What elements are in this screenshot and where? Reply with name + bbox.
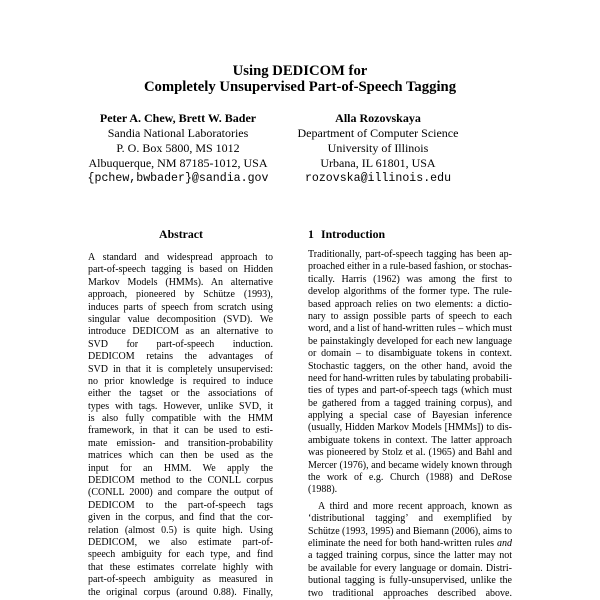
paper-title <box>0 63 600 95</box>
intro-line: Traditionally, part-of-speech tagging has been ap- <box>308 249 512 260</box>
abstract-body <box>88 252 273 599</box>
author-affiliation-line: Sandia National Laboratories <box>107 125 249 140</box>
author-block-illinois <box>268 111 488 186</box>
abstract-line: A standard and widespread approach to <box>88 252 273 263</box>
paper-title-line-1: Using DEDICOM for <box>232 63 368 79</box>
author-affiliation-line: Urbana, IL 61801, USA <box>320 155 436 170</box>
abstract-line: either the tagset or the associations of <box>88 388 273 400</box>
abstract-line: (CONLL 2000) and compare the output of <box>88 487 273 499</box>
intro-line: be gathered from a tagged training corpus), and <box>308 397 512 409</box>
intro-line: proached either in a rule-based fashion, or stochas- <box>308 261 512 273</box>
abstract-line: framework, in that it can be used to esti- <box>88 425 273 437</box>
intro-line: be painstakingly developed for each new language <box>308 335 512 347</box>
abstract-line: approach, pioneered by Schütze (1993), <box>88 289 273 301</box>
intro-line-emphasis: and <box>497 537 513 549</box>
intro-line: (usually, Hidden Markov Models [HMMs]) to dis- <box>308 422 512 434</box>
intro-line: was pioneered by Stolz et al. (1965) and Bahl and <box>308 447 512 459</box>
intro-line: be available for every language or domain. Distri- <box>308 562 512 574</box>
intro-line: or domain – to disambiguate tokens in context. <box>308 348 512 360</box>
abstract-line: part-of-speech tagging is based on Hidden <box>88 264 273 276</box>
abstract-line: speech ambiguity for each type, and find <box>88 549 273 561</box>
abstract-line: input for an HMM. We apply the <box>88 462 273 474</box>
abstract-line: mate emission- and transition-probability <box>88 437 273 449</box>
intro-line: A third and more recent approach, known as <box>318 500 512 512</box>
author-affiliation-line: Albuquerque, NM 87185-1012, USA <box>88 155 268 170</box>
abstract-line: relation (almost 0.5) is quite high. Using <box>88 524 273 536</box>
intro-line: (1988). <box>308 484 338 496</box>
abstract-line: DEDICOM method to the CONLL corpus <box>88 475 273 487</box>
abstract-line: DEDICOM, we also estimate part-of- <box>88 536 273 548</box>
intro-paragraph <box>308 501 512 600</box>
section-number: 1 <box>308 227 314 241</box>
intro-line: based approach relies on two elements: a dictio- <box>308 298 512 310</box>
intro-line: ‘distributional tagging’ and exemplified by <box>308 513 512 525</box>
abstract-line: induces parts of speech from scratch using <box>88 301 273 313</box>
intro-line: Mercer (1976), and became widely known through <box>308 459 512 471</box>
abstract-line: DEDICOM to the part-of-speech tags <box>88 499 273 511</box>
abstract-line: SVD for part-of-speech induction. <box>88 338 273 350</box>
intro-line <box>308 538 512 550</box>
abstract-line: introduce DEDICOM as an alternative to <box>88 326 273 338</box>
abstract-line: given in the corpus, and find that the cor- <box>88 512 273 524</box>
abstract-line: the original corpus (around 0.88). Finally, <box>88 586 273 598</box>
introduction-body <box>308 249 512 600</box>
author-email: {pchew,bwbader}@sandia.gov <box>87 171 269 185</box>
author-block-sandia <box>68 111 288 186</box>
intro-paragraph <box>308 249 512 497</box>
intro-line: a tagged training corpus, since the latter may not <box>308 550 512 562</box>
intro-line: tically. Harris (1962) was among the first to <box>308 273 512 285</box>
abstract-line: types with tags. However, unlike SVD, it <box>88 400 273 412</box>
author-affiliation-line: P. O. Box 5800, MS 1012 <box>116 140 240 155</box>
author-affiliation-line: Department of Computer Science <box>297 125 459 140</box>
section-title: Introduction <box>321 227 386 241</box>
abstract-line: that these estimates correlate highly with <box>88 561 273 573</box>
abstract-line: no prior knowledge is required to induce <box>88 375 273 387</box>
intro-line: ties of types and part-of-speech tags (which must <box>308 385 512 397</box>
intro-line: nary to assign possible parts of speech to each <box>308 310 512 322</box>
intro-line: ambiguate tokens in context. The latter approach <box>308 434 512 446</box>
abstract-line: DEDICOM retains the advantages of <box>88 351 273 363</box>
abstract-line: SVD in that it is completely unsupervised: <box>88 363 273 375</box>
intro-line: butional tagging is fully-unsupervised, unlike the <box>308 575 512 587</box>
paper-title-line-2: Completely Unsupervised Part-of-Speech Tagging <box>143 79 457 95</box>
intro-line: need for hand-written rules by tabulating probabili- <box>308 372 512 384</box>
author-names: Peter A. Chew, Brett W. Bader <box>99 110 257 125</box>
intro-line: Schütze (1993, 1995) and Biemann (2006), aims to <box>308 525 512 537</box>
section-heading-introduction <box>308 227 385 241</box>
abstract-heading: Abstract <box>159 227 203 241</box>
intro-line: develop algorithms of the former type. The rule- <box>308 286 512 298</box>
intro-line: the work of e.g. Church (1988) and DeRose <box>308 472 512 484</box>
intro-line: word, and a list of hand-written rules – which must <box>308 323 512 335</box>
author-email: rozovska@illinois.edu <box>304 171 452 185</box>
intro-line-text: eliminate the need for both hand-written rules <box>308 537 495 549</box>
abstract-line: is also fully compatible with the HMM <box>88 413 273 425</box>
abstract-line: singular value decomposition (SVD). We <box>88 313 273 325</box>
abstract-line: Markov Models (HMMs). An alternative <box>88 276 273 288</box>
intro-line: two traditional approaches described above. <box>308 587 512 599</box>
author-affiliation-line: University of Illinois <box>327 140 429 155</box>
intro-line: applying a special case of Bayesian inference <box>308 410 512 422</box>
intro-line: Stochastic taggers, on the other hand, avoid the <box>308 360 512 372</box>
abstract-line: matrices which can then be used as the <box>88 450 273 462</box>
author-names: Alla Rozovskaya <box>335 110 421 125</box>
abstract-line: part-of-speech ambiguity as measured in <box>88 574 273 586</box>
